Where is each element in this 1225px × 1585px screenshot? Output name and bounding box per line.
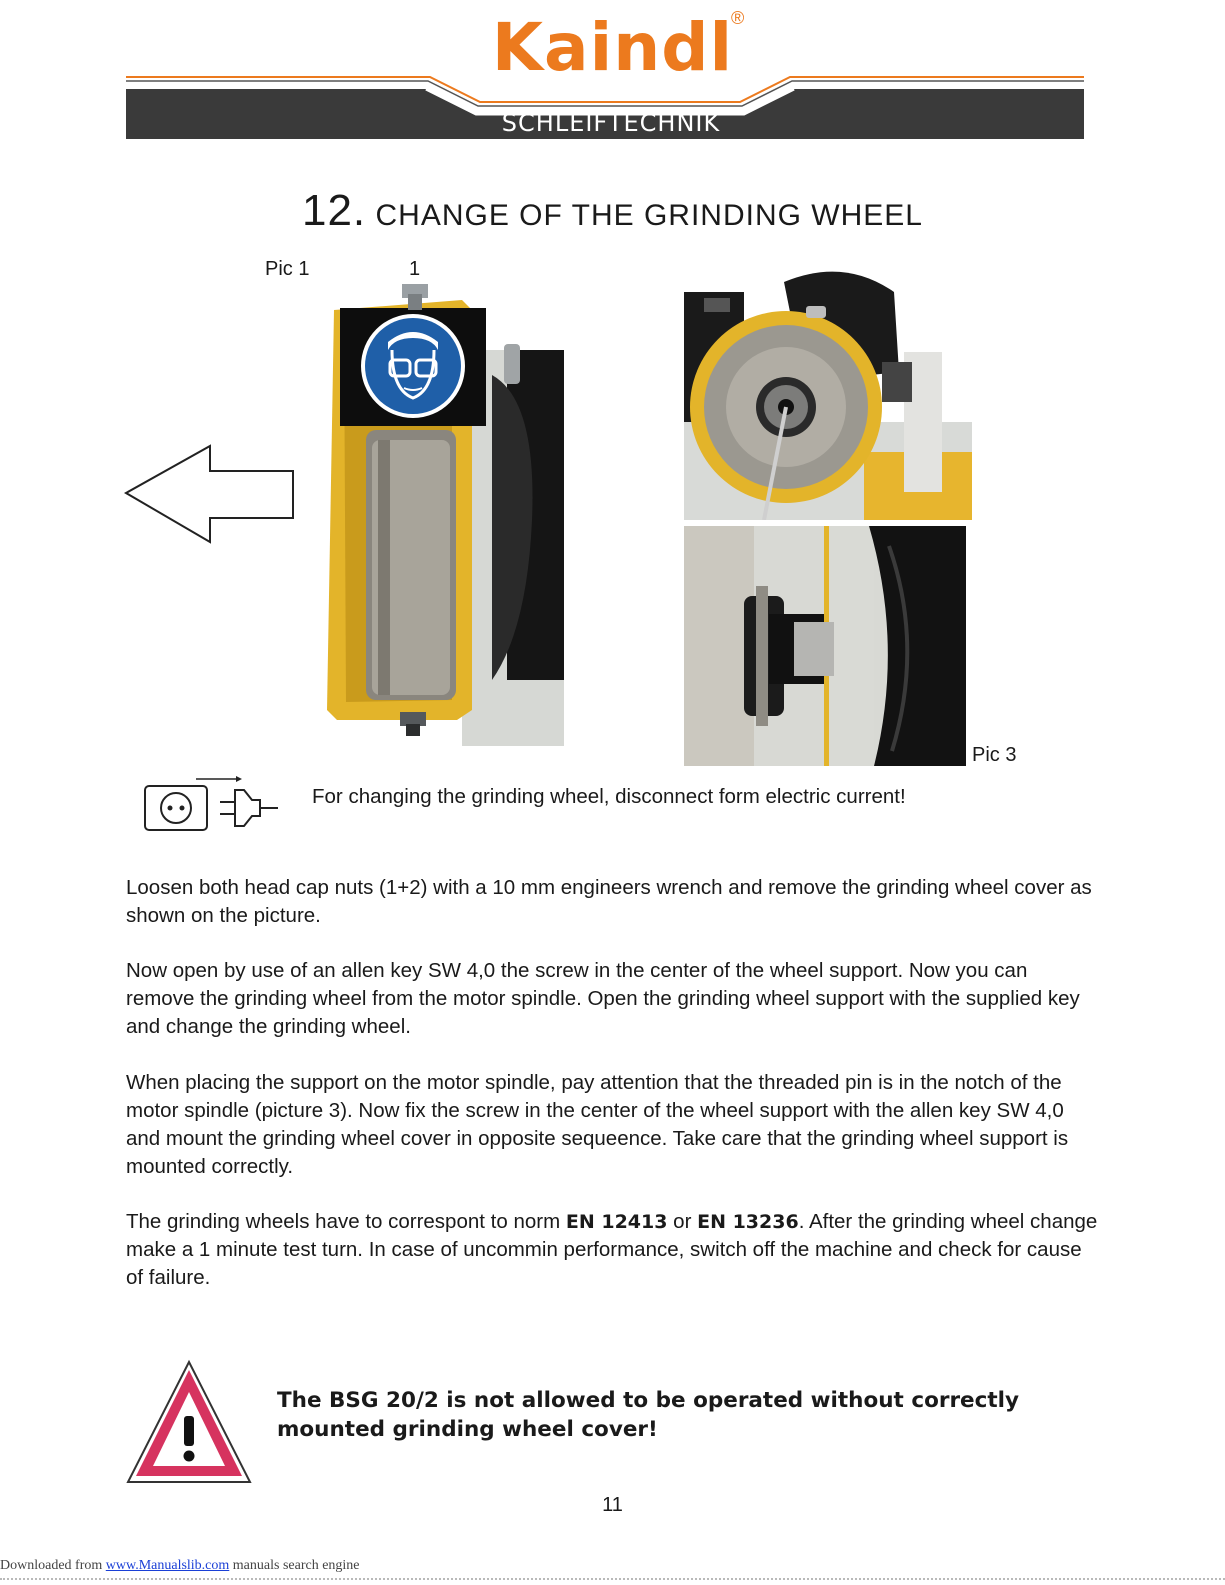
manualslib-link[interactable]: www.Manualslib.com — [105, 1558, 230, 1573]
footer-divider — [0, 1578, 1225, 1580]
footer-suffix: manuals search engine — [229, 1558, 360, 1573]
section-title — [0, 186, 1225, 241]
pic3-label: Pic 3 — [972, 744, 1017, 766]
section-number: 12. — [301, 186, 367, 235]
pic1-photo — [322, 280, 564, 746]
section-heading: CHANGE OF THE GRINDING WHEEL — [375, 199, 923, 232]
page-number: 11 — [602, 1494, 623, 1516]
pic1-label: Pic 1 — [265, 258, 310, 280]
p4-text-2: or — [667, 1210, 698, 1233]
paragraph-2: Now open by use of an allen key SW 4,0 the screw in the center of the wheel support. Now you can remove the grinding wheel from the motor spindle. Open the grinding wheel support with the supplied key and change the grinding wheel. — [126, 959, 1080, 1038]
download-footer — [0, 1556, 1225, 1576]
p4-text-1: The grinding wheels have to correspont to norm — [126, 1210, 566, 1233]
footer-prefix: Downloaded from — [0, 1558, 106, 1573]
unplug-icon — [140, 776, 286, 836]
brand-subtitle: SCHLEIFTECHNIK — [501, 109, 721, 137]
paragraph-1: Loosen both head cap nuts (1+2) with a 10 mm engineers wrench and remove the grinding wheel cover as shown on the picture. — [126, 876, 1092, 927]
paragraph-3: When placing the support on the motor spindle, pay attention that the threaded pin is in the notch of the motor spindle (picture 3). Now fix the screw in the center of the wheel support with the allen key SW 4,0 and mount the grinding wheel cover in opposite sequeence. Take care that the grinding wheel support is mounted correctly. — [126, 1071, 1069, 1178]
callout-1: 1 — [409, 258, 421, 280]
paragraph-4 — [126, 1208, 1101, 1292]
pic2-photo — [684, 262, 972, 520]
warning-text: The BSG 20/2 is not allowed to be operated without correctly mounted grinding wheel cover! — [277, 1388, 1020, 1442]
pic3-photo — [684, 526, 966, 766]
registered-mark: ® — [731, 8, 745, 28]
p4-text-3: . After the grinding wheel change make a 1 minute test turn. In case of uncommin performance, switch off the machine and check for cause of failure. — [126, 1210, 1098, 1289]
brand-logo: Kaindl — [491, 9, 734, 86]
norm-en-13236: EN 13236 — [697, 1211, 799, 1233]
warning-triangle-icon — [122, 1356, 256, 1490]
left-arrow-icon — [122, 443, 298, 547]
electric-notice: For changing the grinding wheel, disconnect form electric current! — [312, 785, 906, 808]
norm-en-12413: EN 12413 — [565, 1211, 668, 1233]
